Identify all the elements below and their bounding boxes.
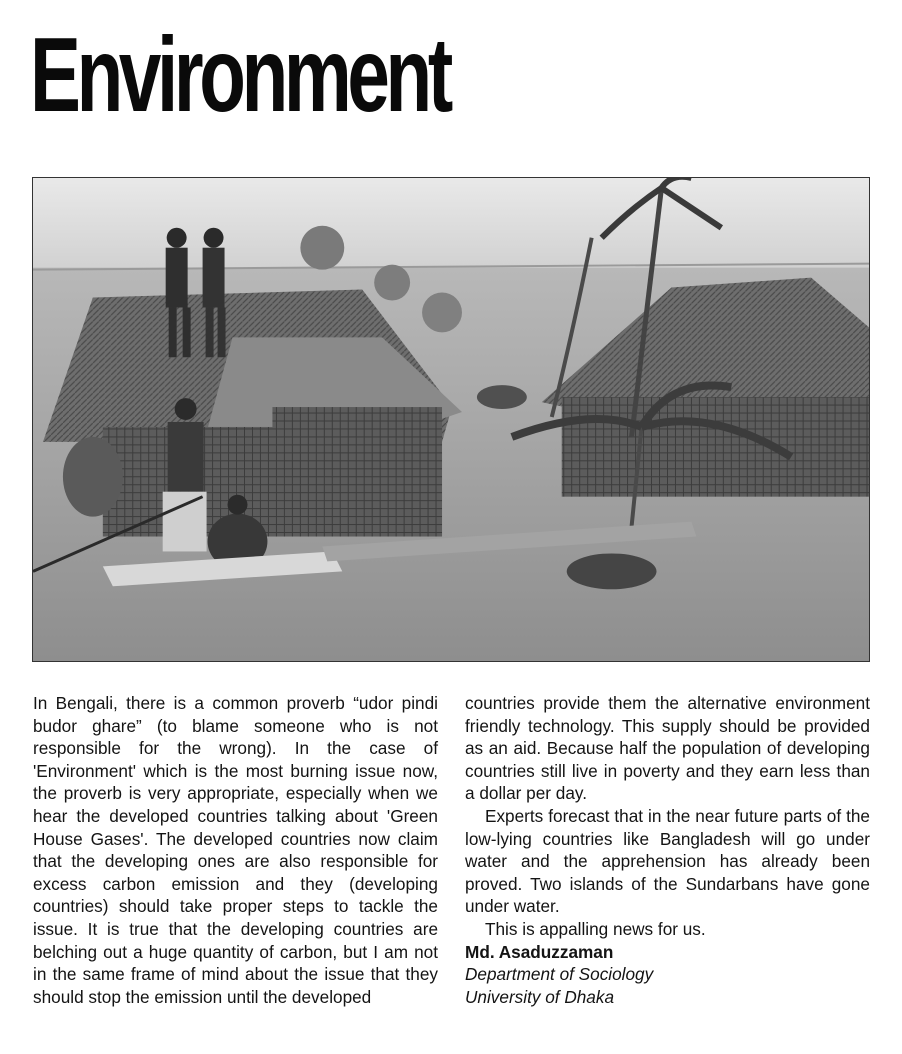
page-title: Environment — [30, 16, 449, 134]
article-column-right — [465, 692, 870, 1008]
article-paragraph: This is appalling news for us. — [485, 918, 706, 939]
author-department: Department of Sociology — [465, 964, 654, 985]
article-paragraph: countries provide them the alternative environment friendly technology. This supply should be provided as an aid. Because half the population of developing countries still live in poverty and they earn less than a dollar per day. — [465, 693, 870, 804]
article-paragraph: Experts forecast that in the near future parts of the low-lying countries like Bangladesh will go under water and the apprehension has already been proved. Two islands of the Sundarbans have gone under water. — [465, 805, 870, 917]
article-paragraph: In Bengali, there is a common proverb “udor pindi budor ghare” (to blame someone who is not responsible for the wrong). In the case of 'Environment' which is the most burning issue now, the proverb is very appropriate, especially when we hear the developed countries talking about 'Green House Gases'. The developed countries now claim that the developing ones are also responsible for excess carbon emission and they (developing countries) should take proper steps to tackle the issue. It is true that the developing countries are belching out a huge quantity of carbon, but I am not in the same frame of mind about the issue that they should stop the emission until the developed — [33, 693, 438, 1007]
flood-photo — [32, 177, 870, 662]
flood-photo-image — [33, 178, 869, 661]
article-column-left — [33, 692, 438, 1008]
author-name: Md. Asaduzzaman — [465, 941, 614, 962]
author-university: University of Dhaka — [465, 986, 615, 1007]
